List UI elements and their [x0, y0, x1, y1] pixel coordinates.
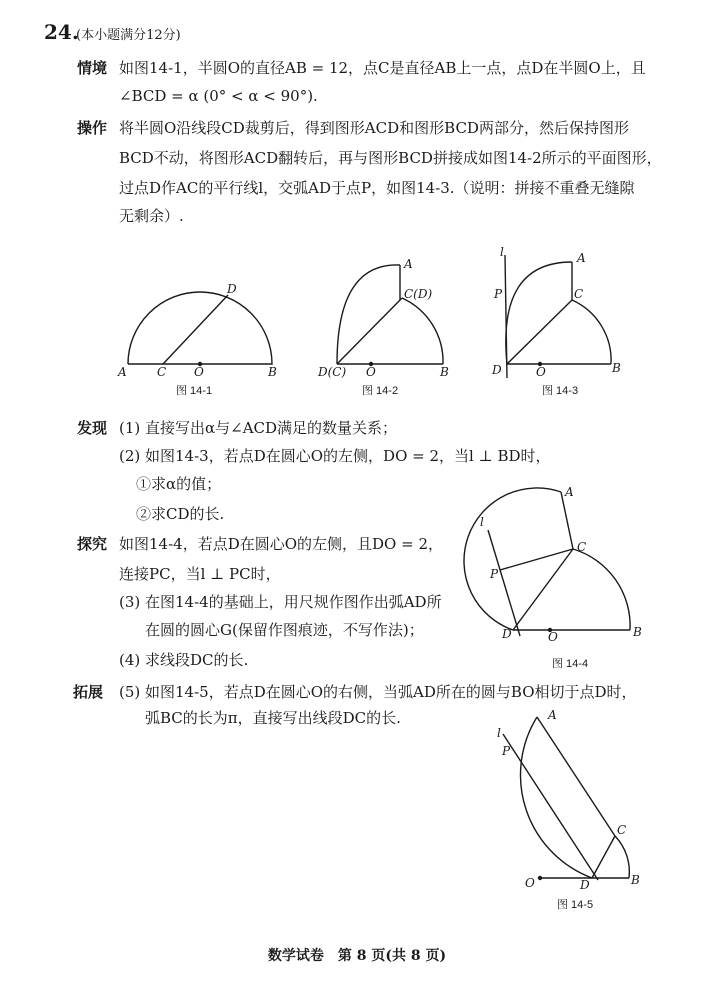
fig5-label-c: C [617, 823, 627, 837]
fig3-arc-ad [506, 262, 572, 364]
fig1-label-o: O [194, 365, 204, 379]
fig3-segment-dc [507, 300, 572, 364]
fig1-label-c: C [157, 365, 167, 379]
operation-line-3: 过点D作AC的平行线l，交弧AD于点P，如图14-3.（说明：拼接不重叠无缝隙 [119, 179, 635, 197]
discovery-q2a: ①求α的值； [136, 475, 222, 493]
fig1-label-d: D [227, 282, 237, 296]
fig3-label-d: D [492, 363, 502, 377]
fig4-segment-ca [561, 492, 573, 549]
fig4-label-a: A [565, 485, 574, 499]
figure-14-5 [497, 708, 640, 892]
fig2-label-b: B [440, 365, 449, 379]
fig4-segment-dc [513, 549, 573, 630]
fig1-semicircle [128, 292, 272, 364]
fig3-line-l [505, 255, 507, 378]
fig2-label-a: A [404, 257, 413, 271]
scenario-line-2: ∠BCD = α (0° < α < 90°). [119, 87, 318, 105]
page-footer: 数学试卷 第 8 页(共 8 页) [267, 948, 447, 964]
figure-14-1 [117, 282, 277, 379]
fig3-label-o: O [536, 365, 546, 379]
fig2-label-o: O [366, 365, 376, 379]
scenario-label: 情境 [77, 59, 108, 77]
exploration-line-1: 如图14-4，若点D在圆心O的左侧，且DO = 2， [119, 535, 443, 553]
fig4-arc-ad [464, 488, 561, 630]
fig5-center-point [538, 876, 542, 880]
fig2-label-cd: C(D) [404, 287, 433, 301]
fig4-label-d: D [502, 627, 512, 641]
exploration-line-2: 连接PC，当l ⊥ PC时， [119, 565, 281, 583]
fig4-label-b: B [633, 625, 642, 639]
fig5-segment-ca [537, 717, 615, 836]
fig1-label-b: B [268, 365, 277, 379]
extension-q5b: 弧BC的长为π，直接写出线段DC的长. [145, 709, 401, 727]
fig3-label-a: A [577, 251, 586, 265]
fig3-label-c: C [574, 287, 584, 301]
caption-fig-14-2: 图 14-2 [362, 385, 399, 397]
discovery-label: 发现 [77, 419, 108, 437]
exploration-label: 探究 [77, 535, 108, 553]
scenario-line-1: 如图14-1，半圆O的直径AB = 12，点C是直径AB上一点，点D在半圆O上，且 [119, 59, 646, 77]
fig4-label-o: O [548, 630, 558, 644]
fig3-label-p: P [494, 287, 503, 301]
discovery-q2b: ②求CD的长. [136, 505, 225, 523]
fig4-label-c: C [577, 540, 587, 554]
fig1-label-a: A [118, 365, 127, 379]
fig3-label-b: B [612, 361, 621, 375]
fig5-label-l: l [497, 726, 501, 740]
score-note: (本小题满分12分) [76, 28, 181, 43]
caption-fig-14-4: 图 14-4 [552, 658, 589, 670]
operation-line-4: 无剩余）. [119, 207, 184, 225]
discovery-q1: (1) 直接写出α与∠ACD满足的数量关系； [119, 419, 398, 437]
figure-14-4 [464, 485, 642, 644]
fig2-label-dc: D(C) [318, 365, 347, 379]
fig4-label-l: l [480, 515, 484, 529]
extension-q5a: (5) 如图14-5，若点D在圆心O的右侧，当弧AD所在的圆与BO相切于点D时， [119, 683, 637, 701]
fig3-arc-bc [572, 300, 611, 364]
exploration-q3a: (3) 在图14-4的基础上，用尺规作图作出弧AD所 [119, 593, 442, 611]
fig4-arc-bc [573, 549, 630, 630]
fig5-label-a: A [548, 708, 557, 722]
figure-14-2 [317, 257, 449, 379]
fig5-arc-bc [615, 836, 629, 878]
fig2-segment-dc [337, 298, 402, 364]
fig5-line-l [503, 734, 598, 880]
fig4-label-p: P [490, 567, 499, 581]
fig5-label-p: P [502, 744, 511, 758]
caption-fig-14-5: 图 14-5 [557, 899, 594, 911]
exploration-q3b: 在圆的圆心G(保留作图痕迹，不写作法)； [145, 621, 424, 639]
operation-line-2: BCD不动，将图形ACD翻转后，再与图形BCD拼接成如图14-2所示的平面图形， [119, 149, 662, 167]
caption-fig-14-3: 图 14-3 [542, 385, 579, 397]
fig1-segment-cd [163, 295, 228, 364]
fig5-label-d: D [580, 878, 590, 892]
discovery-q2: (2) 如图14-3，若点D在圆心O的左侧，DO = 2，当l ⊥ BD时， [119, 447, 551, 465]
fig2-arc-bc [402, 298, 443, 364]
exploration-q4: (4) 求线段DC的长. [119, 651, 249, 669]
operation-label: 操作 [77, 119, 108, 137]
fig4-segment-pc [500, 549, 573, 570]
figure-14-3 [491, 245, 621, 379]
fig5-segment-dc [592, 836, 615, 878]
question-number: 24. [44, 20, 79, 44]
fig5-label-o: O [525, 876, 535, 890]
fig2-arc-ad [337, 265, 400, 364]
caption-fig-14-1: 图 14-1 [176, 385, 213, 397]
extension-label: 拓展 [73, 683, 104, 701]
operation-line-1: 将半圆O沿线段CD裁剪后，得到图形ACD和图形BCD两部分，然后保持图形 [119, 119, 629, 137]
fig3-label-l: l [500, 245, 504, 259]
fig5-label-b: B [631, 873, 640, 887]
